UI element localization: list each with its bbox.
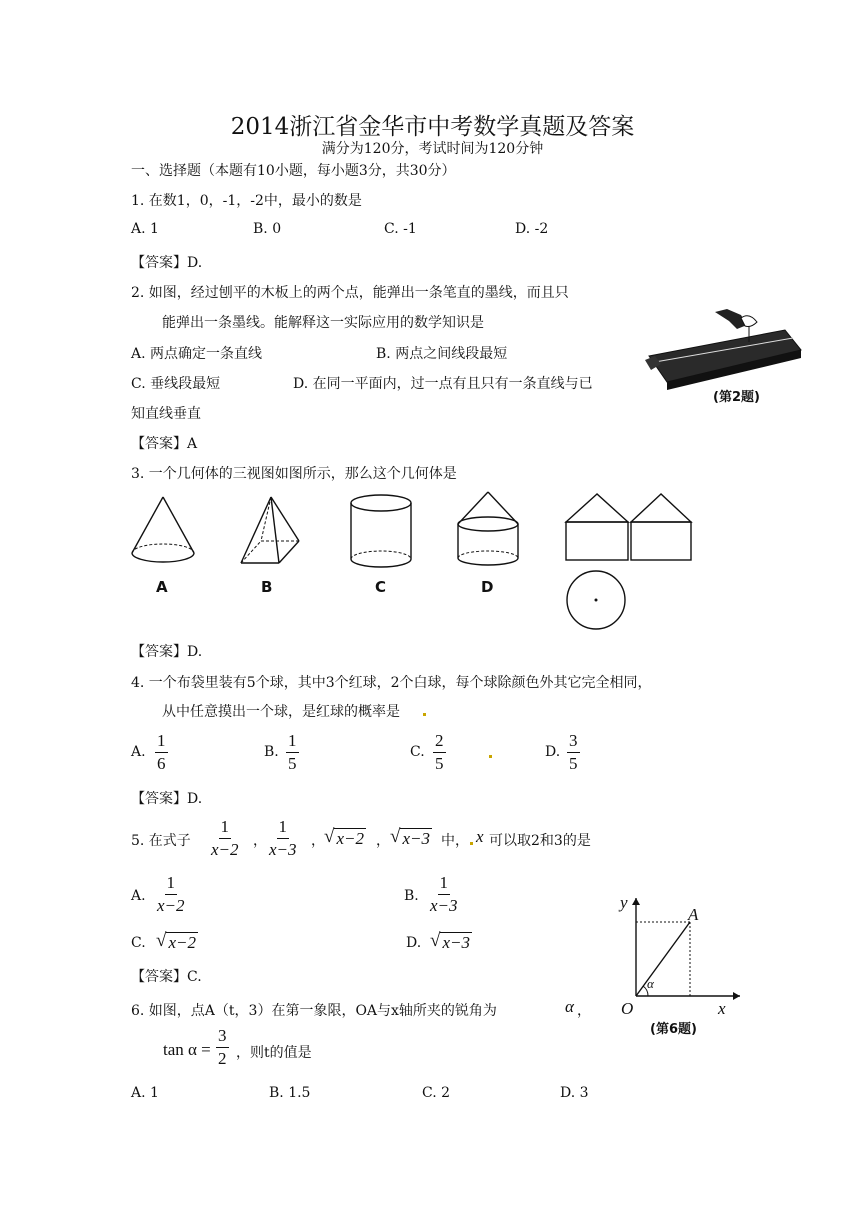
q4-option-c-label: C.	[410, 744, 425, 760]
q6-coordinate-figure	[610, 892, 750, 1012]
q2-option-b: B. 两点之间线段最短	[376, 346, 508, 362]
q5-expr1: $\frac{1}{x-2}$	[211, 817, 239, 859]
q5-answer: 【答案】C.	[131, 969, 202, 985]
q6-alpha: α	[565, 997, 574, 1016]
q6-option-a: A. 1	[131, 1085, 159, 1101]
q1-stem: 1. 在数1，0，-1，-2中，最小的数是	[131, 193, 362, 209]
q2-stem-line2: 能弹出一条墨线。能解释这一实际应用的数学知识是	[162, 315, 484, 331]
q6-axis-y: y	[620, 893, 628, 912]
q5-sqrt2: √ x−3	[390, 826, 430, 848]
q5-option-d-label: D.	[406, 935, 422, 951]
q6-tan-label: tan α =	[163, 1040, 211, 1059]
q4-option-c-fraction: $\frac{2}{5}$	[435, 731, 444, 773]
q5-stem-pre: 5. 在式子	[131, 833, 191, 849]
q3-label-d: D	[481, 578, 494, 596]
q5-option-b-label: B.	[404, 888, 419, 904]
q2-answer: 【答案】A	[131, 436, 198, 452]
q5-stem-mid: 中，	[441, 833, 469, 849]
pyramid-shape	[235, 495, 305, 570]
q1-option-a: A. 1	[131, 221, 159, 237]
q2-option-c: C. 垂线段最短	[131, 376, 221, 392]
q4-option-d-label: D.	[545, 744, 561, 760]
q5-sep: ，	[311, 833, 325, 849]
side-view	[629, 492, 695, 568]
q6-axis-x: x	[718, 999, 726, 1018]
cylinder-shape	[348, 493, 418, 573]
stray-mark	[470, 842, 473, 845]
q4-stem-line2: 从中任意摸出一个球，是红球的概率是	[162, 704, 400, 720]
q4-answer: 【答案】D.	[131, 791, 203, 807]
q3-answer: 【答案】D.	[131, 644, 203, 660]
q6-option-d: D. 3	[560, 1085, 589, 1101]
q6-option-c: C. 2	[422, 1085, 451, 1101]
stray-mark	[423, 713, 426, 716]
q6-point-a: A	[688, 905, 699, 924]
cone-shape	[128, 495, 198, 570]
q6-origin: O	[621, 999, 634, 1018]
q1-option-d: D. -2	[515, 221, 549, 237]
q2-figure-caption: (第2题)	[713, 390, 760, 405]
q6-stem-line2: ，则t的值是	[236, 1045, 312, 1061]
q2-option-a: A. 两点确定一条直线	[131, 346, 263, 362]
q5-sep: ，	[376, 833, 390, 849]
q2-option-d-line2: 知直线垂直	[131, 406, 201, 422]
q5-stem-post: 可以取2和3的是	[489, 833, 591, 849]
q3-stem: 3. 一个几何体的三视图如图所示，那么这个几何体是	[131, 466, 457, 482]
front-view	[564, 492, 630, 568]
stray-mark	[489, 755, 492, 758]
q5-sep: ，	[253, 833, 267, 849]
q4-stem-line1: 4. 一个布袋里装有5个球，其中3个红球，2个白球，每个球除颜色外其它完全相同，	[131, 675, 652, 691]
q1-option-c: C. -1	[384, 221, 417, 237]
q6-option-b: B. 1.5	[269, 1085, 311, 1101]
q3-label-b: B	[261, 578, 273, 596]
q6-figure-caption: (第6题)	[650, 1022, 697, 1037]
q6-stem-line1-end: ，	[577, 1003, 591, 1019]
q4-option-b-label: B.	[264, 744, 279, 760]
section-heading: 一、选择题（本题有10小题，每小题3分，共30分）	[131, 163, 456, 179]
q4-option-b-fraction: $\frac{1}{5}$	[288, 731, 297, 773]
q5-option-a-label: A.	[131, 888, 146, 904]
q2-stem-line1: 2. 如图，经过刨平的木板上的两个点，能弹出一条笔直的墨线，而且只	[131, 285, 569, 301]
q5-sqrt1: √ x−2	[324, 826, 364, 848]
q5-option-c-sqrt: √ x−2	[156, 930, 196, 952]
q6-angle: α	[647, 976, 654, 991]
q1-answer: 【答案】D.	[131, 255, 203, 271]
q5-var: x	[476, 827, 484, 846]
q4-option-a-fraction: $\frac{1}{6}$	[157, 731, 166, 773]
page-subtitle: 满分为120分，考试时间为120分钟	[321, 141, 544, 157]
q3-label-c: C	[375, 578, 387, 596]
top-view	[564, 570, 630, 636]
q2-option-d-line1: D. 在同一平面内，过一点有且只有一条直线与已	[293, 376, 593, 392]
page-title: 2014浙江省金华市中考数学真题及答案	[230, 114, 635, 140]
q4-option-d-fraction: $\frac{3}{5}$	[569, 731, 578, 773]
q3-label-a: A	[156, 578, 168, 596]
q5-option-d-sqrt: √ x−3	[430, 930, 470, 952]
q6-stem-line1: 6. 如图，点A（t，3）在第一象限，OA与x轴所夹的锐角为	[131, 1003, 497, 1019]
q6-tan-fraction: $\frac{3}{2}$	[218, 1026, 227, 1068]
q5-option-b-fraction: $\frac{1}{x-3}$	[430, 873, 458, 915]
q4-option-a-label: A.	[131, 744, 146, 760]
q5-expr2: $\frac{1}{x-3}$	[269, 817, 297, 859]
cone-cylinder-shape	[454, 490, 524, 570]
q5-option-a-fraction: $\frac{1}{x-2}$	[157, 873, 185, 915]
q5-option-c-label: C.	[131, 935, 146, 951]
q1-option-b: B. 0	[253, 221, 282, 237]
